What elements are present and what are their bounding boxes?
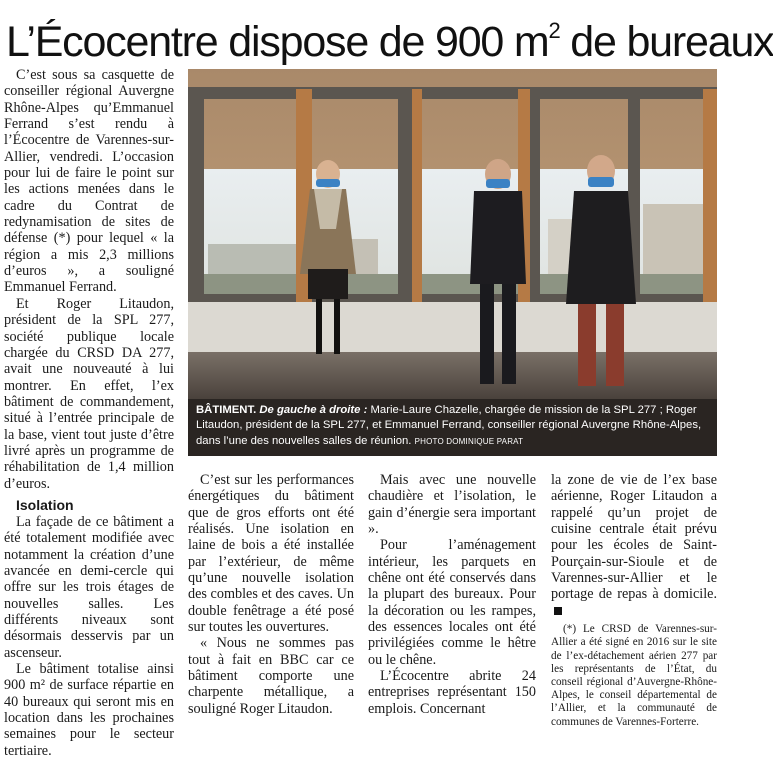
caption-intro: De gauche à droite : — [259, 404, 368, 416]
meeting-room-photo — [188, 69, 717, 399]
article-photo — [188, 69, 717, 399]
headline-main: L’Écocentre dispose de 900 m — [6, 18, 549, 66]
paragraph: L’Écocentre abrite 24 entreprises représentant 150 emplois. Concernant — [368, 668, 536, 717]
paragraph: Mais avec une nouvelle chaudière et l’isolation, le gain d’énergie sera important ». — [368, 472, 536, 538]
paragraph-text: la zone de vie de l’ex base aérienne, Roger Litaudon a rappelé qu’un projet de cuisine centrale était prévu pour les écoles de Saint-Pourçain-sur-Sioule et de Varennes-sur-Allier et le portage de repas à domicile. — [551, 472, 717, 603]
caption-text: Marie-Laure Chazelle, chargée de mission de la SPL 277 ; Roger Litaudon, président de la SPL 277, et Emmanuel Ferrand, conseiller régional Auvergne Rhône-Alpes, dans l’une des nouvelles salles de réunion. — [196, 404, 702, 447]
photo-credit: PHOTO DOMINIQUE PARAT — [414, 436, 524, 446]
footnote: (*) Le CRSD de Varennes-sur-Allier a été signé en 2016 sur le site de l’ex-détachement aérien 277 par les représentants de l’État, du conseil régional d’Auvergne-Rhône-Alpes, le conseil départemental de l’Allier, et la communauté de communes de Varennes-Forterre. — [551, 623, 717, 728]
headline — [6, 2, 773, 66]
paragraph: C’est sous sa casquette de conseiller régional Auvergne Rhône-Alpes qu’Emmanuel Ferrand s’est rendu à l’Écocentre de Varennes-sur-Allier, vendredi. L’occasion pour lui de faire le point sur les actions menées dans le cadre du Contrat de redynamisation de sites de défense (*) pour lequel « la région a mis 2,3 millions d’euros », a souligné Emmanuel Ferrand. — [4, 67, 174, 296]
paragraph: Pour l’aménagement intérieur, les parquets en chêne ont été conservés dans la plupart des bureaux. Pour la décoration ou les rampes, des essences locales ont été privilégiées comme le hêtre ou le chêne. — [368, 537, 536, 668]
headline-end: de bureaux — [559, 18, 773, 66]
headline-superscript: 2 — [548, 18, 560, 43]
article-column-2 — [188, 472, 354, 717]
end-of-article-icon — [554, 607, 562, 615]
photo-caption — [188, 399, 717, 456]
article-column-3 — [368, 472, 536, 717]
paragraph: Le bâtiment totalise ainsi 900 m² de surface répartie en 40 bureaux qui seront mis en location dans les prochaines semaines pour le secteur tertiaire. — [4, 661, 174, 759]
paragraph: Et Roger Litaudon, président de la SPL 277, société publique locale chargée du CRSD DA 277, avait une nouveauté à lui montrer. En effet, l’ex bâtiment de commandement, situé à l’entrée principale de la base, vient tout juste d’être livré après un programme de réhabilitation de 1,4 million d’euros. — [4, 295, 174, 492]
article-column-1 — [4, 67, 174, 759]
paragraph: « Nous ne sommes pas tout à fait en BBC car ce bâtiment comporte une charpente métallique, a souligné Roger Litaudon. — [188, 635, 354, 717]
article-column-4 — [551, 472, 717, 728]
paragraph: C’est sur les performances énergétiques du bâtiment que de gros efforts ont été réalisés. Une isolation en laine de bois a été installée par l’extérieur, de même qu’une nouvelle isolation des combles et des caves. Un double fenêtrage a été posé sur toutes les ouvertures. — [188, 472, 354, 636]
subheading: Isolation — [16, 496, 74, 513]
paragraph: La façade de ce bâtiment a été totalement modifiée avec notamment la création d’une avancée en demi-cercle qui offre sur les trois étages de nouvelles salles. Les différents niveaux sont désormais desservis par un ascenseur. — [4, 513, 174, 661]
caption-label: BÂTIMENT. — [196, 404, 257, 416]
paragraph — [551, 472, 717, 619]
